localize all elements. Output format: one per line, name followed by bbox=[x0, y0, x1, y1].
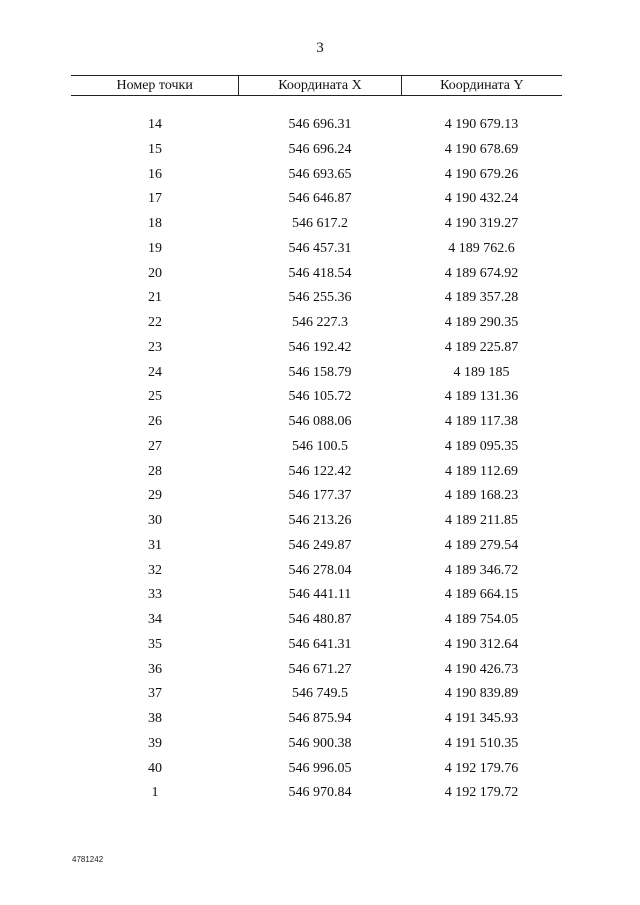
point-number-cell: 33 bbox=[148, 587, 162, 603]
coordinate-y-cell: 4 189 112.69 bbox=[445, 463, 518, 479]
point-number-cell: 26 bbox=[148, 414, 162, 429]
coordinate-x-cell: 546 418.54 bbox=[288, 265, 352, 281]
table-row bbox=[71, 509, 562, 534]
coordinate-x-cell: 546 122.42 bbox=[288, 463, 352, 479]
coordinate-y-cell: 4 189 131.36 bbox=[444, 389, 519, 405]
table-row bbox=[71, 633, 562, 658]
table-body bbox=[71, 113, 562, 806]
coordinate-x-cell: 546 970.84 bbox=[288, 785, 352, 801]
table-row bbox=[71, 658, 562, 683]
point-number-cell: 25 bbox=[148, 389, 162, 405]
point-number-cell: 20 bbox=[148, 265, 162, 281]
table-row bbox=[71, 113, 562, 138]
coordinate-x-cell: 546 749.5 bbox=[292, 686, 348, 702]
coordinate-x-cell: 546 900.38 bbox=[288, 735, 352, 751]
point-number-cell: 39 bbox=[148, 735, 162, 751]
coordinate-y-cell: 4 189 346.72 bbox=[444, 562, 519, 578]
table-row bbox=[71, 385, 562, 410]
table-row bbox=[71, 781, 562, 806]
table-row bbox=[71, 237, 562, 262]
point-number-cell: 22 bbox=[148, 315, 162, 330]
coordinate-x-cell: 546 255.36 bbox=[288, 290, 352, 306]
table-row bbox=[71, 410, 562, 435]
coordinate-y-cell: 4 191 345.93 bbox=[444, 711, 519, 726]
table-row bbox=[71, 262, 562, 287]
coordinate-x-cell: 546 696.31 bbox=[288, 117, 352, 132]
coordinate-y-cell: 4 190 312.64 bbox=[444, 636, 519, 652]
header-coordinate-y: Координата Y bbox=[401, 76, 562, 95]
coordinate-x-cell: 546 213.26 bbox=[288, 513, 352, 528]
header-coordinate-x: Координата X bbox=[238, 76, 400, 95]
point-number-cell: 24 bbox=[148, 364, 162, 380]
coordinate-x-cell: 546 177.37 bbox=[288, 488, 352, 504]
table-row bbox=[71, 435, 562, 460]
coordinate-x-cell: 546 158.79 bbox=[288, 364, 352, 380]
point-number-cell: 16 bbox=[148, 166, 162, 182]
point-number-cell: 29 bbox=[148, 488, 162, 504]
coordinate-y-cell: 4 189 762.6 bbox=[448, 240, 515, 256]
point-number-cell: 21 bbox=[148, 290, 162, 306]
coordinate-x-cell: 546 278.04 bbox=[288, 562, 352, 578]
point-number-cell: 40 bbox=[148, 760, 162, 776]
table-row bbox=[71, 286, 562, 311]
coordinate-y-cell: 4 189 754.05 bbox=[444, 612, 519, 627]
coordinate-y-cell: 4 189 211.85 bbox=[445, 513, 518, 528]
coordinate-y-cell: 4 189 117.38 bbox=[445, 414, 518, 429]
point-number-cell: 15 bbox=[148, 141, 162, 157]
point-number-cell: 32 bbox=[148, 562, 162, 578]
table-row bbox=[71, 484, 562, 509]
coordinate-x-cell: 546 227.3 bbox=[292, 315, 348, 330]
table-row bbox=[71, 732, 562, 757]
table-row bbox=[71, 757, 562, 782]
coordinate-x-cell: 546 192.42 bbox=[288, 339, 352, 355]
point-number-cell: 14 bbox=[148, 117, 162, 132]
table-row bbox=[71, 361, 562, 386]
point-number-cell: 18 bbox=[148, 216, 162, 231]
table-row bbox=[71, 163, 562, 188]
point-number-cell: 35 bbox=[148, 636, 162, 652]
coordinate-y-cell: 4 190 679.26 bbox=[444, 166, 519, 182]
page-number: 3 bbox=[316, 40, 324, 56]
coordinate-y-cell: 4 189 168.23 bbox=[444, 488, 519, 504]
coordinate-x-cell: 546 457.31 bbox=[288, 240, 352, 256]
point-number-cell: 34 bbox=[148, 612, 162, 627]
coordinate-y-cell: 4 190 839.89 bbox=[444, 686, 519, 702]
coordinates-table bbox=[71, 75, 562, 806]
coordinate-x-cell: 546 100.5 bbox=[292, 438, 348, 454]
coordinate-y-cell: 4 189 279.54 bbox=[444, 537, 519, 553]
table-row bbox=[71, 559, 562, 584]
point-number-cell: 27 bbox=[148, 438, 162, 454]
coordinate-x-cell: 546 875.94 bbox=[288, 711, 352, 726]
coordinate-y-cell: 4 190 426.73 bbox=[444, 661, 519, 677]
coordinate-y-cell: 4 189 664.15 bbox=[444, 587, 519, 603]
coordinate-x-cell: 546 693.65 bbox=[288, 166, 352, 182]
point-number-cell: 36 bbox=[148, 661, 162, 677]
point-number-cell: 31 bbox=[148, 537, 162, 553]
point-number-cell: 17 bbox=[148, 191, 162, 207]
coordinate-y-cell: 4 189 674.92 bbox=[444, 265, 519, 281]
table-row bbox=[71, 212, 562, 237]
document-id: 4781242 bbox=[72, 855, 104, 864]
table-row bbox=[71, 336, 562, 361]
coordinate-x-cell: 546 696.24 bbox=[288, 141, 352, 157]
coordinate-x-cell: 546 617.2 bbox=[292, 216, 348, 231]
coordinate-y-cell: 4 191 510.35 bbox=[444, 735, 519, 751]
table-row bbox=[71, 608, 562, 633]
table-row bbox=[71, 460, 562, 485]
coordinate-y-cell: 4 192 179.76 bbox=[444, 760, 519, 776]
coordinate-x-cell: 546 441.11 bbox=[288, 587, 352, 603]
coordinate-x-cell: 546 996.05 bbox=[288, 760, 352, 776]
coordinate-x-cell: 546 249.87 bbox=[288, 537, 352, 553]
coordinate-x-cell: 546 480.87 bbox=[288, 612, 352, 627]
coordinate-x-cell: 546 646.87 bbox=[288, 191, 352, 207]
coordinate-y-cell: 4 192 179.72 bbox=[444, 785, 519, 801]
table-row bbox=[71, 311, 562, 336]
coordinate-x-cell: 546 641.31 bbox=[288, 636, 352, 652]
table-row bbox=[71, 187, 562, 212]
table-row bbox=[71, 707, 562, 732]
coordinate-x-cell: 546 105.72 bbox=[288, 389, 352, 405]
table-row bbox=[71, 682, 562, 707]
coordinate-y-cell: 4 190 679.13 bbox=[444, 117, 519, 132]
point-number-cell: 38 bbox=[148, 711, 162, 726]
point-number-cell: 37 bbox=[148, 686, 162, 702]
table-row bbox=[71, 138, 562, 163]
coordinate-y-cell: 4 189 095.35 bbox=[444, 438, 519, 454]
coordinate-y-cell: 4 190 319.27 bbox=[444, 216, 519, 231]
point-number-cell: 1 bbox=[151, 785, 159, 801]
table-header bbox=[71, 75, 562, 96]
coordinate-x-cell: 546 671.27 bbox=[288, 661, 352, 677]
point-number-cell: 30 bbox=[148, 513, 162, 528]
table-row bbox=[71, 583, 562, 608]
coordinate-y-cell: 4 189 357.28 bbox=[444, 290, 519, 306]
point-number-cell: 19 bbox=[148, 240, 162, 256]
point-number-cell: 23 bbox=[148, 339, 162, 355]
table-row bbox=[71, 534, 562, 559]
coordinate-y-cell: 4 190 678.69 bbox=[444, 141, 519, 157]
point-number-cell: 28 bbox=[148, 463, 162, 479]
coordinate-y-cell: 4 189 185 bbox=[453, 364, 510, 380]
coordinate-y-cell: 4 189 225.87 bbox=[444, 339, 519, 355]
coordinate-y-cell: 4 190 432.24 bbox=[444, 191, 519, 207]
coordinate-y-cell: 4 189 290.35 bbox=[444, 315, 519, 330]
coordinate-x-cell: 546 088.06 bbox=[288, 414, 352, 429]
header-point-number: Номер точки bbox=[116, 78, 193, 93]
